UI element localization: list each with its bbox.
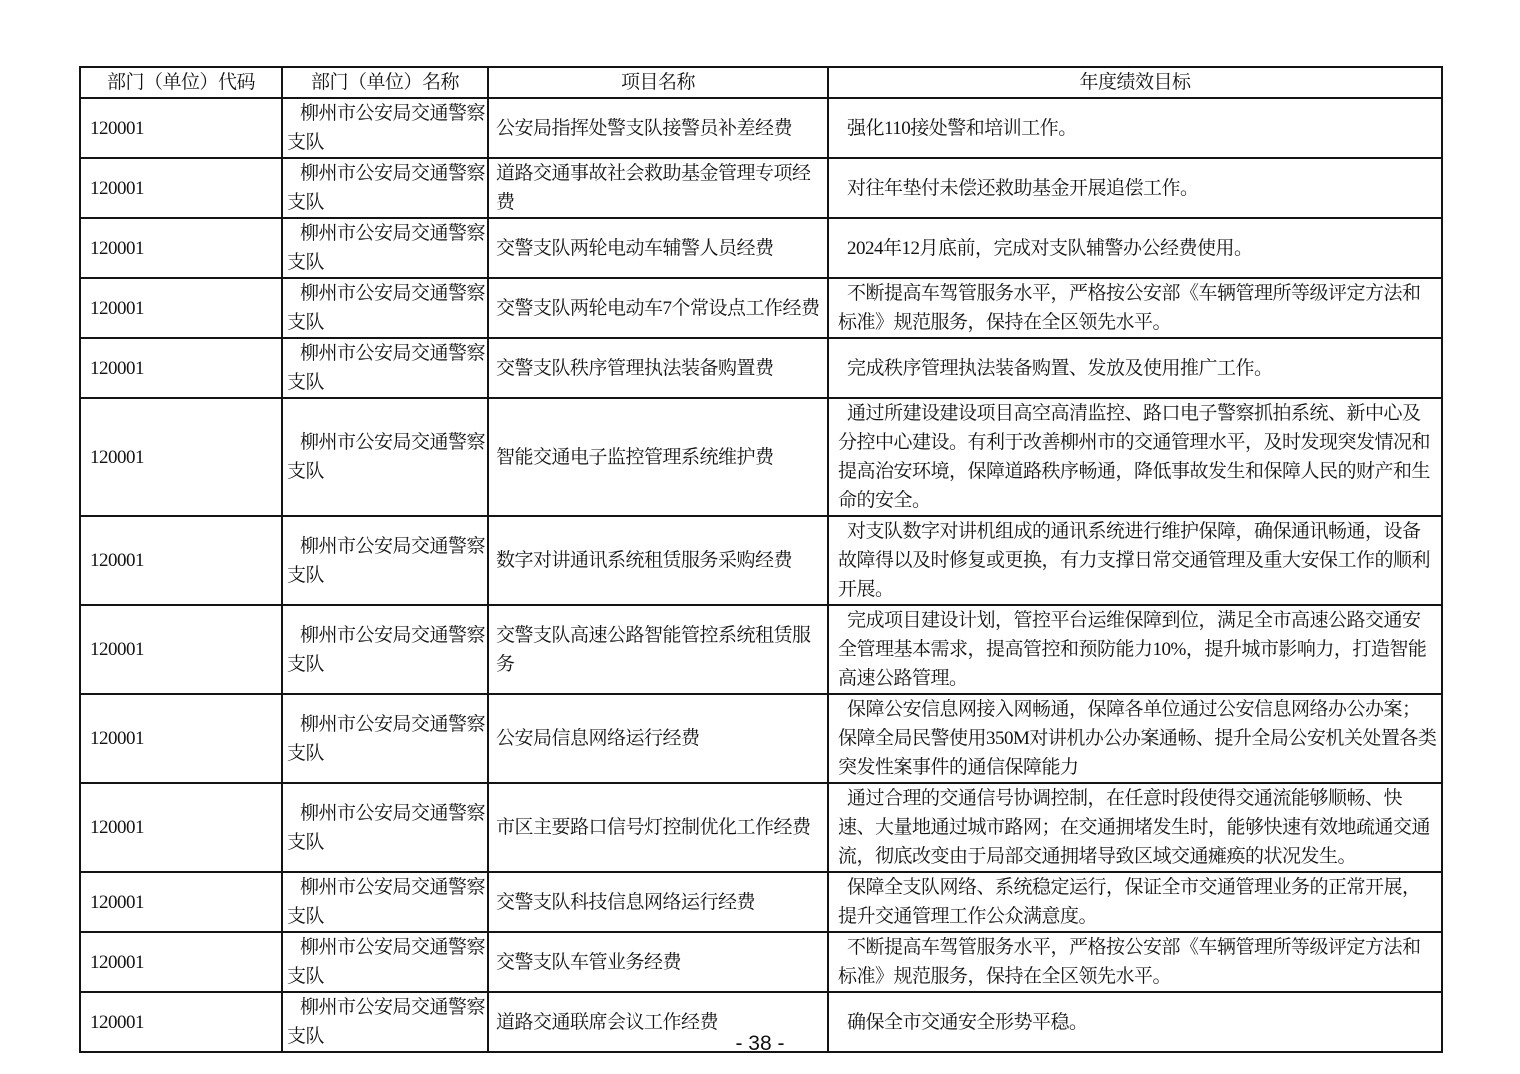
- project-name-cell: 公安局指挥处警支队接警员补差经费: [488, 98, 828, 158]
- department-code-cell: 120001: [80, 605, 282, 694]
- performance-goal-cell: 不断提高车驾管服务水平，严格按公安部《车辆管理所等级评定方法和标准》规范服务，保持在全区领先水平。: [828, 278, 1442, 338]
- department-code-cell: 120001: [80, 398, 282, 516]
- table-row: [80, 398, 1442, 516]
- project-name-cell: 市区主要路口信号灯控制优化工作经费: [488, 783, 828, 872]
- department-name-cell: 柳州市公安局交通警察支队: [282, 872, 488, 932]
- project-name-cell: 交警支队两轮电动车7个常设点工作经费: [488, 278, 828, 338]
- table-row: [80, 98, 1442, 158]
- department-code-cell: 120001: [80, 872, 282, 932]
- project-name-cell: 道路交通事故社会救助基金管理专项经费: [488, 158, 828, 218]
- performance-goals-table: [79, 66, 1443, 1053]
- table-row: [80, 932, 1442, 992]
- table-row: [80, 516, 1442, 605]
- department-name-cell: 柳州市公安局交通警察支队: [282, 783, 488, 872]
- project-name-cell: 道路交通联席会议工作经费: [488, 992, 828, 1052]
- performance-goal-cell: 通过所建设建设项目高空高清监控、路口电子警察抓拍系统、新中心及分控中心建设。有利于改善柳州市的交通管理水平，及时发现突发情况和提高治安环境，保障道路秩序畅通，降低事故发生和保障人民的财产和生命的安全。: [828, 398, 1442, 516]
- column-header-annual-goal: 年度绩效目标: [828, 67, 1442, 98]
- department-code-cell: 120001: [80, 783, 282, 872]
- department-code-cell: 120001: [80, 694, 282, 783]
- project-name-cell: 交警支队高速公路智能管控系统租赁服务: [488, 605, 828, 694]
- department-name-cell: 柳州市公安局交通警察支队: [282, 98, 488, 158]
- department-name-cell: 柳州市公安局交通警察支队: [282, 932, 488, 992]
- performance-goal-cell: 完成项目建设计划，管控平台运维保障到位，满足全市高速公路交通安全管理基本需求，提高管控和预防能力10%，提升城市影响力，打造智能高速公路管理。: [828, 605, 1442, 694]
- table-header-row: [80, 67, 1442, 98]
- department-code-cell: 120001: [80, 218, 282, 278]
- performance-goal-cell: 保障全支队网络、系统稳定运行，保证全市交通管理业务的正常开展，提升交通管理工作公众满意度。: [828, 872, 1442, 932]
- performance-goal-cell: 确保全市交通安全形势平稳。: [828, 992, 1442, 1052]
- table-row: [80, 338, 1442, 398]
- department-code-cell: 120001: [80, 338, 282, 398]
- department-code-cell: 120001: [80, 278, 282, 338]
- project-name-cell: 交警支队秩序管理执法装备购置费: [488, 338, 828, 398]
- performance-goal-cell: 强化110接处警和培训工作。: [828, 98, 1442, 158]
- performance-goal-cell: 通过合理的交通信号协调控制，在任意时段使得交通流能够顺畅、快速、大量地通过城市路网；在交通拥堵发生时，能够快速有效地疏通交通流，彻底改变由于局部交通拥堵导致区域交通瘫痪的状况发生。: [828, 783, 1442, 872]
- page-number: - 38 -: [735, 1032, 785, 1055]
- performance-goal-cell: 2024年12月底前，完成对支队辅警办公经费使用。: [828, 218, 1442, 278]
- department-name-cell: 柳州市公安局交通警察支队: [282, 516, 488, 605]
- performance-goal-cell: 对往年垫付未偿还救助基金开展追偿工作。: [828, 158, 1442, 218]
- department-name-cell: 柳州市公安局交通警察支队: [282, 338, 488, 398]
- performance-goal-cell: 保障公安信息网接入网畅通，保障各单位通过公安信息网络办公办案；保障全局民警使用350M对讲机办公办案通畅、提升全局公安机关处置各类突发性案事件的通信保障能力: [828, 694, 1442, 783]
- project-name-cell: 交警支队科技信息网络运行经费: [488, 872, 828, 932]
- project-name-cell: 交警支队车管业务经费: [488, 932, 828, 992]
- project-name-cell: 智能交通电子监控管理系统维护费: [488, 398, 828, 516]
- department-name-cell: 柳州市公安局交通警察支队: [282, 605, 488, 694]
- department-name-cell: 柳州市公安局交通警察支队: [282, 278, 488, 338]
- table-row: [80, 872, 1442, 932]
- department-name-cell: 柳州市公安局交通警察支队: [282, 398, 488, 516]
- table-row: [80, 158, 1442, 218]
- column-header-department-name: 部门（单位）名称: [282, 67, 488, 98]
- project-name-cell: 数字对讲通讯系统租赁服务采购经费: [488, 516, 828, 605]
- performance-goal-cell: 不断提高车驾管服务水平，严格按公安部《车辆管理所等级评定方法和标准》规范服务，保持在全区领先水平。: [828, 932, 1442, 992]
- department-name-cell: 柳州市公安局交通警察支队: [282, 158, 488, 218]
- table-row: [80, 783, 1442, 872]
- table-row: [80, 694, 1442, 783]
- table-row: [80, 218, 1442, 278]
- performance-goal-cell: 对支队数字对讲机组成的通讯系统进行维护保障，确保通讯畅通，设备故障得以及时修复或更换，有力支撑日常交通管理及重大安保工作的顺利开展。: [828, 516, 1442, 605]
- department-name-cell: 柳州市公安局交通警察支队: [282, 694, 488, 783]
- department-code-cell: 120001: [80, 992, 282, 1052]
- department-name-cell: 柳州市公安局交通警察支队: [282, 992, 488, 1052]
- department-code-cell: 120001: [80, 516, 282, 605]
- project-name-cell: 交警支队两轮电动车辅警人员经费: [488, 218, 828, 278]
- column-header-project-name: 项目名称: [488, 67, 828, 98]
- table-row: [80, 278, 1442, 338]
- project-name-cell: 公安局信息网络运行经费: [488, 694, 828, 783]
- department-code-cell: 120001: [80, 158, 282, 218]
- column-header-department-code: 部门（单位）代码: [80, 67, 282, 98]
- table-row: [80, 605, 1442, 694]
- table-body: [80, 98, 1442, 1052]
- department-code-cell: 120001: [80, 98, 282, 158]
- department-name-cell: 柳州市公安局交通警察支队: [282, 218, 488, 278]
- department-code-cell: 120001: [80, 932, 282, 992]
- performance-goal-cell: 完成秩序管理执法装备购置、发放及使用推广工作。: [828, 338, 1442, 398]
